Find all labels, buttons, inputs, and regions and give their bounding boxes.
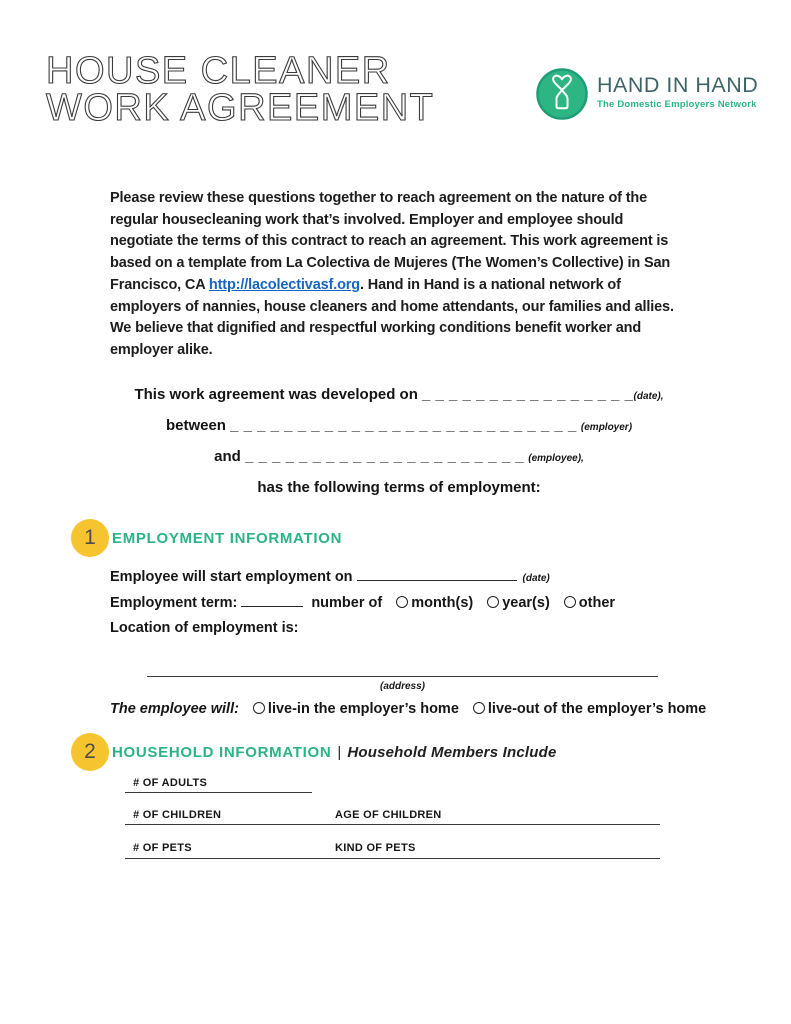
term-label: Employment term: [110,595,238,611]
location-line: Location of employment is: [110,620,299,636]
hand-in-hand-logo [536,68,758,125]
residence-label: The employee will: [110,701,239,717]
address-fill-line[interactable] [147,676,658,677]
start-date-blank[interactable] [357,567,517,581]
employee-blank[interactable]: _ _ _ _ _ _ _ _ _ _ _ _ _ _ _ _ _ _ _ _ _ [245,448,525,465]
start-date-line [110,567,550,585]
adults-fill-line[interactable] [125,792,312,793]
employment-term-line [110,593,615,611]
intro-text-before-link: Please review these questions together to reach agreement on the nature of the regular housecleaning work that’s involved. Employer and employee should negotiate the terms of this contract to reach an agreement. This work agreement is based on a template from La Colectiva de Mujeres (The Women’s Collective) in San Francisco, CA [110,190,671,293]
term-option-months [396,595,473,611]
live-out-radio[interactable] [473,702,485,714]
agreement-employee-line [80,447,718,468]
other-label: other [578,595,616,611]
term-option-years [487,595,550,611]
logo-tagline: The Domestic Employers Network [597,98,757,110]
intro-text-after-link: . Hand in Hand is a national network of employers of nannies, house cleaners and home attendants, our families and allies. We believe that dignified and respectful working conditions benefit worker and employer alike. [110,276,674,358]
page-title [46,50,435,129]
pets-kind-label: KIND OF PETS [335,842,416,854]
adults-count-label: # OF ADULTS [133,777,208,789]
term-blank[interactable] [241,593,303,607]
term-option-other [564,595,615,611]
agreement-employee-text: and [214,448,246,465]
children-fill-line[interactable] [125,824,660,825]
months-label: month(s) [411,595,474,611]
years-radio[interactable] [487,596,499,608]
section-1-number-badge: 1 [71,519,109,557]
lacolectivasf-link[interactable]: http://lacolectivasf.org [208,276,360,293]
logo-text [597,74,758,110]
residence-option-live-out [473,701,706,717]
agreement-date-line [80,385,718,406]
children-count-label: # OF CHILDREN [133,809,222,821]
page-title-line2: WORK AGREEMENT [46,87,435,129]
agreement-terms-line: has the following terms of employment: [257,479,541,496]
agreement-date-text: This work agreement was developed on [134,386,423,403]
section-2-title [112,744,557,761]
intro-paragraph [110,188,688,362]
pets-fill-line[interactable] [125,858,660,859]
section-2-subtitle: Household Members Include [347,744,557,761]
start-date-label: Employee will start employment on [110,569,353,585]
employer-blank[interactable]: _ _ _ _ _ _ _ _ _ _ _ _ _ _ _ _ _ _ _ _ _ _ _ _ _ _ [230,417,577,434]
term-mid-label: number of [311,595,383,611]
agreement-statement [80,385,718,507]
agreement-employer-line [80,416,718,437]
live-in-radio[interactable] [253,702,265,714]
date-note: (date), [633,391,664,402]
residence-option-live-in [253,701,459,717]
months-radio[interactable] [396,596,408,608]
date-blank[interactable]: _ _ _ _ _ _ _ _ _ _ _ _ _ _ _ _ [422,386,634,403]
start-date-note: (date) [522,573,550,584]
pets-count-label: # OF PETS [133,842,192,854]
employer-note: (employer) [580,422,633,433]
years-label: year(s) [502,595,550,611]
section-2-number-badge: 2 [71,733,109,771]
section-2-title-text: HOUSEHOLD INFORMATION [112,744,332,761]
section-1-title: EMPLOYMENT INFORMATION [112,530,343,547]
logo-name: HAND IN HAND [597,73,759,97]
live-in-label: live-in the employer’s home [267,701,459,717]
heart-hand-hourglass-icon [536,68,588,125]
other-radio[interactable] [564,596,576,608]
agreement-employer-text: between [165,417,231,434]
address-caption: (address) [379,681,425,692]
section-2-separator: | [337,744,342,761]
employee-note: (employee), [528,453,584,464]
residence-line [110,701,706,717]
page-title-line1: HOUSE CLEANER [46,50,391,92]
live-out-label: live-out of the employer’s home [487,701,707,717]
children-age-label: AGE OF CHILDREN [335,809,442,821]
